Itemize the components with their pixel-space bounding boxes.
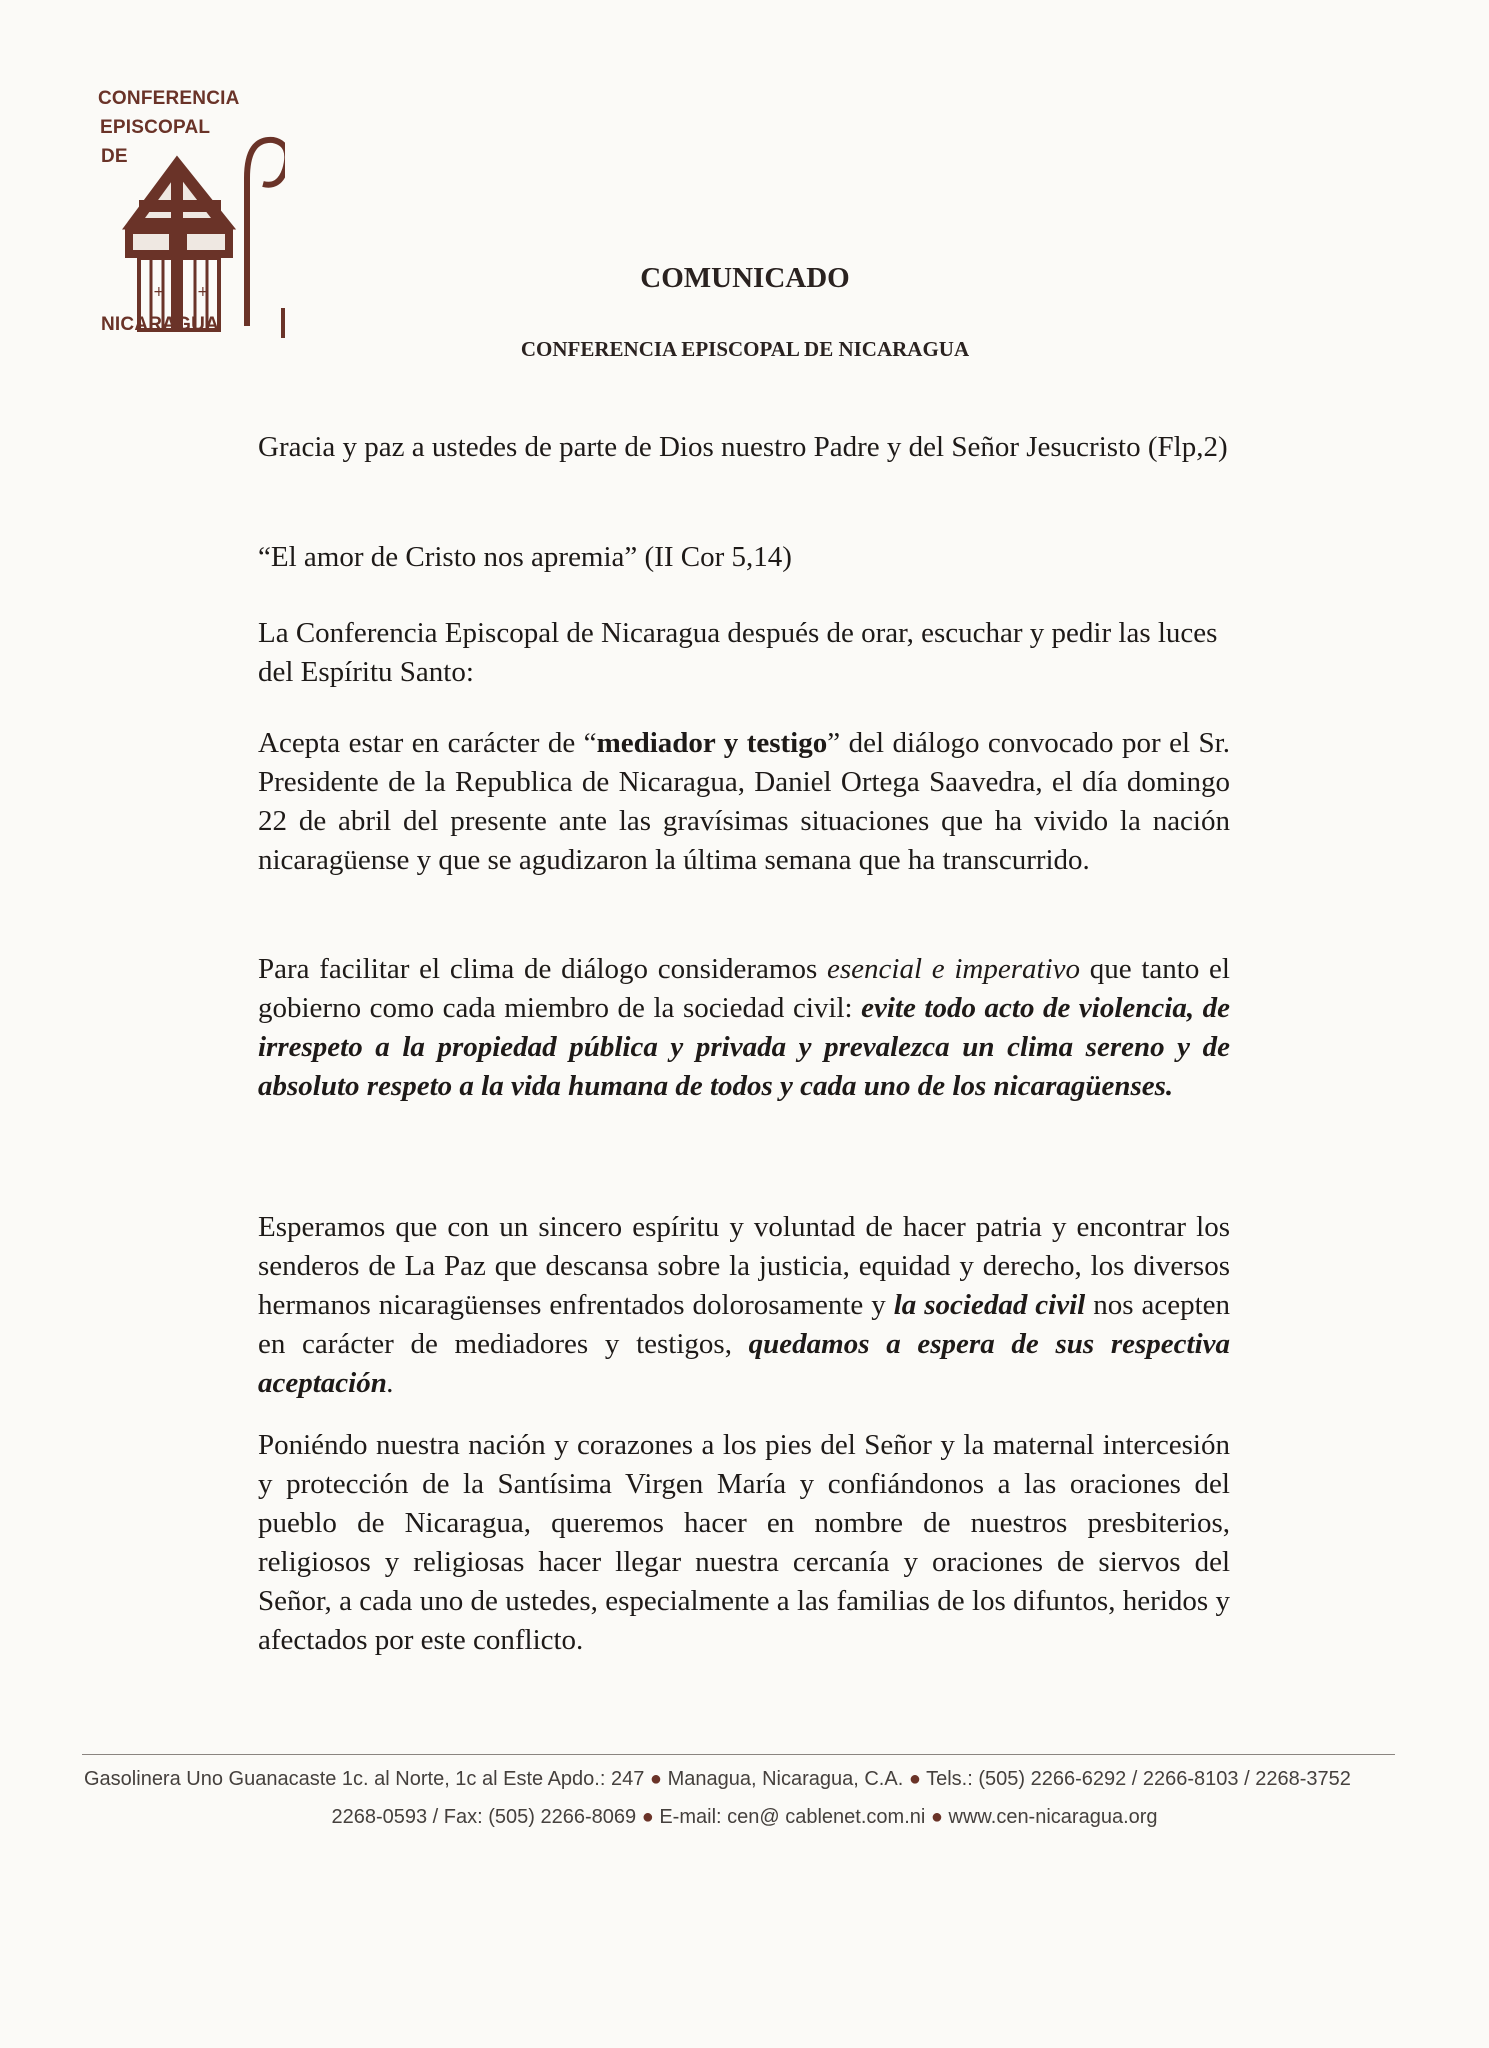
paragraph-quote [258, 538, 1230, 577]
footer-divider [82, 1754, 1395, 1755]
violence-appeal-emphasis: evite todo acto de violencia, de irrespeto a la propiedad pública y privada y prevalezca un clima sereno y de absoluto respeto a la vida humana de todos y cada uno de los nicaragüenses. [258, 992, 1231, 1102]
footer-city: Managua, Nicaragua, C.A. [667, 1768, 904, 1790]
logo-text-nicaragua: NICARAGUA [101, 314, 219, 335]
paragraph-intro [258, 614, 1230, 692]
hope-text-e: . [386, 1367, 395, 1399]
logo-text-de: DE [101, 146, 128, 167]
paragraph-greeting [258, 428, 1230, 467]
greeting-text: Gracia y paz a ustedes de parte de Dios nuestro Padre y del Señor Jesucristo (Flp,2) [258, 431, 1228, 463]
footer-email: E-mail: cen@ cablenet.com.ni [659, 1806, 926, 1828]
paragraph-prayer [258, 1426, 1230, 1660]
svg-text:+: + [197, 284, 209, 300]
footer-bullet: ● [649, 1768, 662, 1790]
climate-text-a: Para facilitar el clima de diálogo consideramos [258, 953, 827, 985]
conference-logo [95, 88, 275, 338]
footer-contact-line [0, 1806, 1489, 1829]
paragraph-dialogue-climate [258, 950, 1230, 1106]
climate-text-c: que tanto el gobierno como cada miembro de la sociedad civil: [258, 953, 1230, 1024]
svg-text:+: + [153, 284, 165, 300]
document-subtitle: CONFERENCIA EPISCOPAL DE NICARAGUA [520, 337, 970, 361]
essential-imperative-emphasis: esencial e imperativo [827, 953, 1080, 985]
footer-address: Gasolinera Uno Guanacaste 1c. al Norte, 1c al Este Apdo.: 247 [84, 1768, 645, 1790]
quote-text: “El amor de Cristo nos apremia” (II Cor 5,14) [258, 541, 792, 573]
footer-bullet: ● [930, 1806, 943, 1828]
footer-fax: 2268-0593 / Fax: (505) 2266-8069 [331, 1806, 637, 1828]
mediator-witness-emphasis: mediador y testigo [596, 727, 828, 759]
intro-text: La Conferencia Episcopal de Nicaragua después de orar, escuchar y pedir las luces del Espíritu Santo: [258, 617, 1218, 688]
document-title: COMUNICADO [640, 262, 850, 294]
acceptance-text-a: Acepta estar en carácter de “ [258, 727, 597, 759]
footer-phones: Tels.: (505) 2266-6292 / 2266-8103 / 2268-3752 [926, 1768, 1351, 1790]
prayer-text: Poniéndo nuestra nación y corazones a los pies del Señor y la maternal intercesión y protección de la Santísima Virgen María y confiándonos a las oraciones del pueblo de Nicaragua, queremos hacer en nombre de nuestros presbiterios, religiosos y religiosas hacer llegar nuestra cercanía y oraciones de siervos del Señor, a cada uno de ustedes, especialmente a las familias de los difuntos, heridos y afectados por este conflicto. [258, 1429, 1230, 1656]
hope-text-c: nos acepten en carácter de mediadores y testigos, [258, 1289, 1230, 1360]
paragraph-acceptance [258, 724, 1230, 880]
footer-bullet: ● [908, 1768, 921, 1790]
hope-text-a: Esperamos que con un sincero espíritu y voluntad de hacer patria y encontrar los senderos de La Paz que descansa sobre la justicia, equidad y derecho, los diversos hermanos nicaragüenses enfrentados dolorosamente y [258, 1211, 1230, 1321]
logo-text-conferencia: CONFERENCIA [98, 88, 240, 109]
awaiting-acceptance-emphasis: quedamos a espera de sus respectiva aceptación [258, 1328, 1231, 1399]
acceptance-text-c: ” del diálogo convocado por el Sr. Presidente de la Republica de Nicaragua, Daniel Ortega Saavedra, el día domingo 22 de abril del presente ante las gravísimas situaciones que ha vivido la nación nicaragüense y que se agudizaron la última semana que ha transcurrido. [258, 727, 1230, 876]
footer-address-line [84, 1768, 1396, 1791]
logo-text-episcopal: EPISCOPAL [100, 117, 211, 138]
footer-bullet: ● [641, 1806, 654, 1828]
civil-society-emphasis: la sociedad civil [893, 1289, 1086, 1321]
paragraph-hope [258, 1208, 1230, 1403]
footer-website: www.cen-nicaragua.org [948, 1806, 1158, 1828]
